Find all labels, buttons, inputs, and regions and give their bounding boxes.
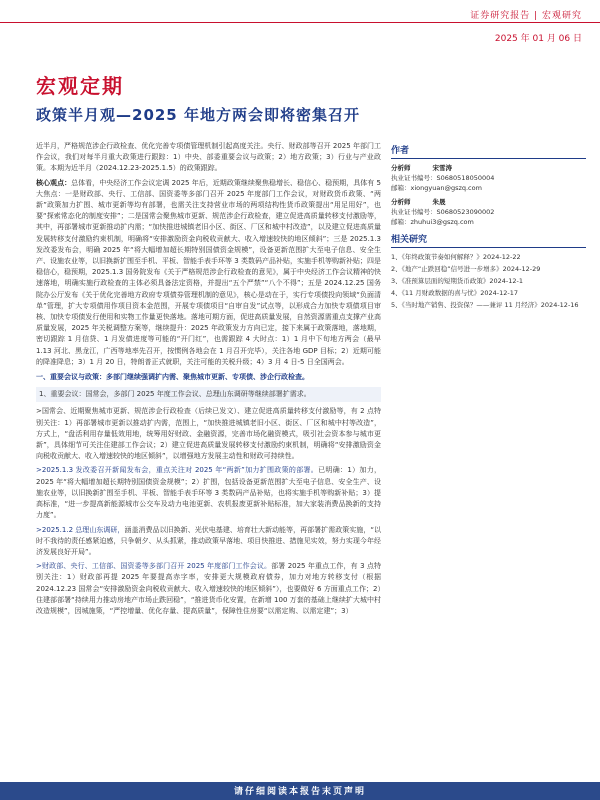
premier-paragraph: [36, 525, 381, 559]
related-item[interactable]: 5、《当时地产销售、投资保？——兼评 11 月经济》2024-12-16: [391, 301, 579, 309]
ministries-paragraph: [36, 561, 381, 617]
sidebar: [391, 146, 586, 312]
analyst-cert: 执业证书编号：S0680518050004: [391, 174, 495, 182]
related-research: [391, 235, 586, 310]
section-heading-1: 一、重要会议与政策：多部门继续强调扩内需、聚焦城市更新、专项债、涉企行政检查。: [36, 373, 309, 382]
ndrc-paragraph-head: >2025.1.3 发改委召开新闻发布会，重点关注对 2025 年“两新”加力扩围政策的部署。: [36, 466, 319, 475]
main-content: [36, 141, 381, 620]
analyst-name: 宋雪涛: [432, 164, 452, 172]
premier-paragraph-head: >2025.1.2 总理山东调研，: [36, 525, 125, 534]
analyst-name: 朱晟: [432, 198, 446, 206]
header-divider: [0, 22, 600, 23]
ministries-paragraph-body: 部署 2025 年重点工作，有 3 点特别关注：1）财政部再提 2025 年要提高赤字率，安排更大规模政府债券，加力对地方转移支付（根据 2024.12.23 国常会“安排激励资金向税收贡献大、收入增速较快的地区倾斜”），也要做好 6 方面重点工作；2）住建部部署“持续用力推动房地产市场止跌回稳”，“推进货币化安置，在新增 100 万套的基础上继续扩大城中村改造规模”，因城施策，“严控增量、优化存量、提高质量”，保障性住房要“以需定购、以需定建”；3）: [36, 562, 381, 615]
related-item[interactable]: 1、《年终政策节奏如何解释？》2024-12-22: [391, 253, 521, 261]
report-meta: [470, 8, 582, 44]
analyst-email[interactable]: 邮箱：xiongyuan@gszq.com: [391, 184, 482, 192]
ndrc-paragraph: [36, 465, 381, 521]
analyst-card: [391, 197, 586, 227]
analyst-label: 分析师: [391, 198, 411, 206]
analyst-card: [391, 163, 586, 193]
core-view-paragraph: [36, 178, 381, 368]
report-title: 政策半月观—2025 年地方两会即将密集召开: [36, 106, 360, 124]
footer-disclaimer: 请仔细阅读本报告末页声明: [233, 787, 366, 797]
intro-paragraph: 近半月，严格规范涉企行政检查、优化完善专项债管理机制引起高度关注。央行、财政部等召开 2025 年部门工作会议，我们对每半月重大政策进行跟踪：1）中央、部委重要会议与政策；2）地方政策；3）行业与产业政策。本期为近半月（2024.12.23-2025.1.5）的政策跟踪。: [36, 142, 381, 173]
related-item[interactable]: 4、《11 月财政数据的喜与忧》2024-12-17: [391, 289, 518, 297]
related-item[interactable]: 2、《地产“止跌回稳”信号进一步增多》2024-12-29: [391, 265, 541, 273]
state-council-paragraph: >国常会、近期聚焦城市更新、规范涉企行政检查（后续已发文）、建立促进高质量转移支付激励等，有 2 点特别关注：1）再部署城市更新以推动扩内需，范围上，“加快推进城镇老旧小区、街区、厂区和城中村等改造”，方式上，“盘活利用存量低效用地，统筹用好财政、金融资源，完善市场化融资模式，吸引社会资本参与城市更新”，具体细节可关注住建部工作会议；2）建立促进高质量发展转移支付激励约束机制，明确将“安排激励资金向税收贡献大、收入增速较快的地区倾斜”，以增强地方发展主动性和财政可持续性。: [36, 407, 381, 461]
related-research-heading: 相关研究: [391, 235, 586, 248]
related-item[interactable]: 3、《准预算层面的短期货币政策》2024-12-1: [391, 277, 524, 285]
ndrc-paragraph-body: 已明确：1）加力，2025 年“将大幅增加超长期特别国债资金规模”；2）扩围，包括设备更新范围扩大至电子信息、安全生产、设施农业等，以旧换新扩围至手机、平板、智能手表手环等 3 类数码产品补贴，也将实施手机等购新补贴；3）提高标准，“进一步提高新能源城市公交车及动力电池更新、农机报废更新补贴标准，加大家装消费品换新的支持力度”。: [36, 466, 381, 520]
core-view-text: 总体看，中央经济工作会议定调 2025 年后，近期政策继续聚焦稳增长、稳信心、稳预期，具体有 5 大焦点：一是财政部、央行、工信部、国资委等多部门召开 2025 年度部门工作会议，对财政货币政策、“两新”政策加力扩围、城市更新等均有部署，也需关注支持营业市场的两项结构性货币政策提出“用足用好”，也要“探索常态化的制度安排”；二是国常会聚焦城市更新、规范涉企行政检查，建立促进高质量转移支付激励等，其中，再部署城市更新推动扩内需；“加快推进城镇老旧小区、街区、厂区和城中村改造”，以及建立促进高质量发展转移支付激励约束机制，明确将“安排激励资金向税收贡献大、收入增速较快的地区倾斜”；三是 2025.1.3 发改委发布会，明确 2025 年“将大幅增加超长期特别国债资金规模”，设备更新范围扩大至电子信息、安全生产、设施农业等，以旧换新扩围至手机、平板、智能手表手环等 3 类数码产品补贴，实施手机等购新补贴；四是稳信心，稳预期，2025.1.3 国务院发布《关于严格规范涉企行政检查的意见》，属于中央经济工作会议精神的快速落地，明确实施行政检查的主体必须具备法定资格，并提出“五个严禁”“八个不得”；五是 2024.12.25 国务院办公厅发布《关于优化完善地方政府专项债券管理机制的意见》，核心是动在于，实行专项债投向领域“负面清单”管理，扩大专项债用作项目资本金范围，开展专项债项目“自审自发”试点等，以形成合力加快专项债项目审核、加快专项债发行使用和实物工作量更快落地。落地可期方面，促进高质量发展，自然资源需重点支撑产业高质量发展，2025 年关税调整方案等，继续提升：2025 年政策发力方向已定，接下来属于政策落地，落地期，密切跟踪 1 月信贷、1 月发债进度等可能的“开门红”，也需跟踪 4 大时点：1）1 月中下旬地方两会（最早 1.13 河北、黑龙江，广西等地率先召开，按惯例各地会在 1 月召开完毕），关注各地 GDP 目标；2）近期可能的降准降息；3）1 月 20 日，特朗普正式就职，关注可能的关税升级；4）3 月 4 日-5 日全国两会。: [36, 178, 381, 366]
ministries-paragraph-head: >财政部、央行、工信部、国资委等多部门召开 2025 年度部门工作会议。: [36, 562, 272, 571]
analyst-cert: 执业证书编号：S0680523090002: [391, 208, 495, 216]
analyst-label: 分析师: [391, 164, 411, 172]
subsection-heading-1: 1、重要会议：国常会，多部门 2025 年度工作会议、总理山东调研等继续部署扩需求。: [36, 387, 381, 402]
report-date: 2025 年 01 月 06 日: [494, 34, 582, 44]
authors-heading: 作者: [391, 146, 586, 159]
report-category: 证券研究报告 | 宏观研究: [470, 11, 582, 21]
premier-paragraph-body: 涵盖消费品以旧换新、光伏电基建、培育壮大新动能等，再部署扩需政策实施，“以时不我待的责任感紧迫感，只争朝夕、从头抓紧，推动政策早落地、项目快推进、措施见实效，努力实现今年经济发展良好开局”。: [36, 525, 381, 556]
analyst-email[interactable]: 邮箱：zhuhui3@gszq.com: [391, 218, 474, 226]
core-view-label: 核心观点：: [36, 178, 72, 187]
report-type: 宏观定期: [36, 74, 124, 98]
